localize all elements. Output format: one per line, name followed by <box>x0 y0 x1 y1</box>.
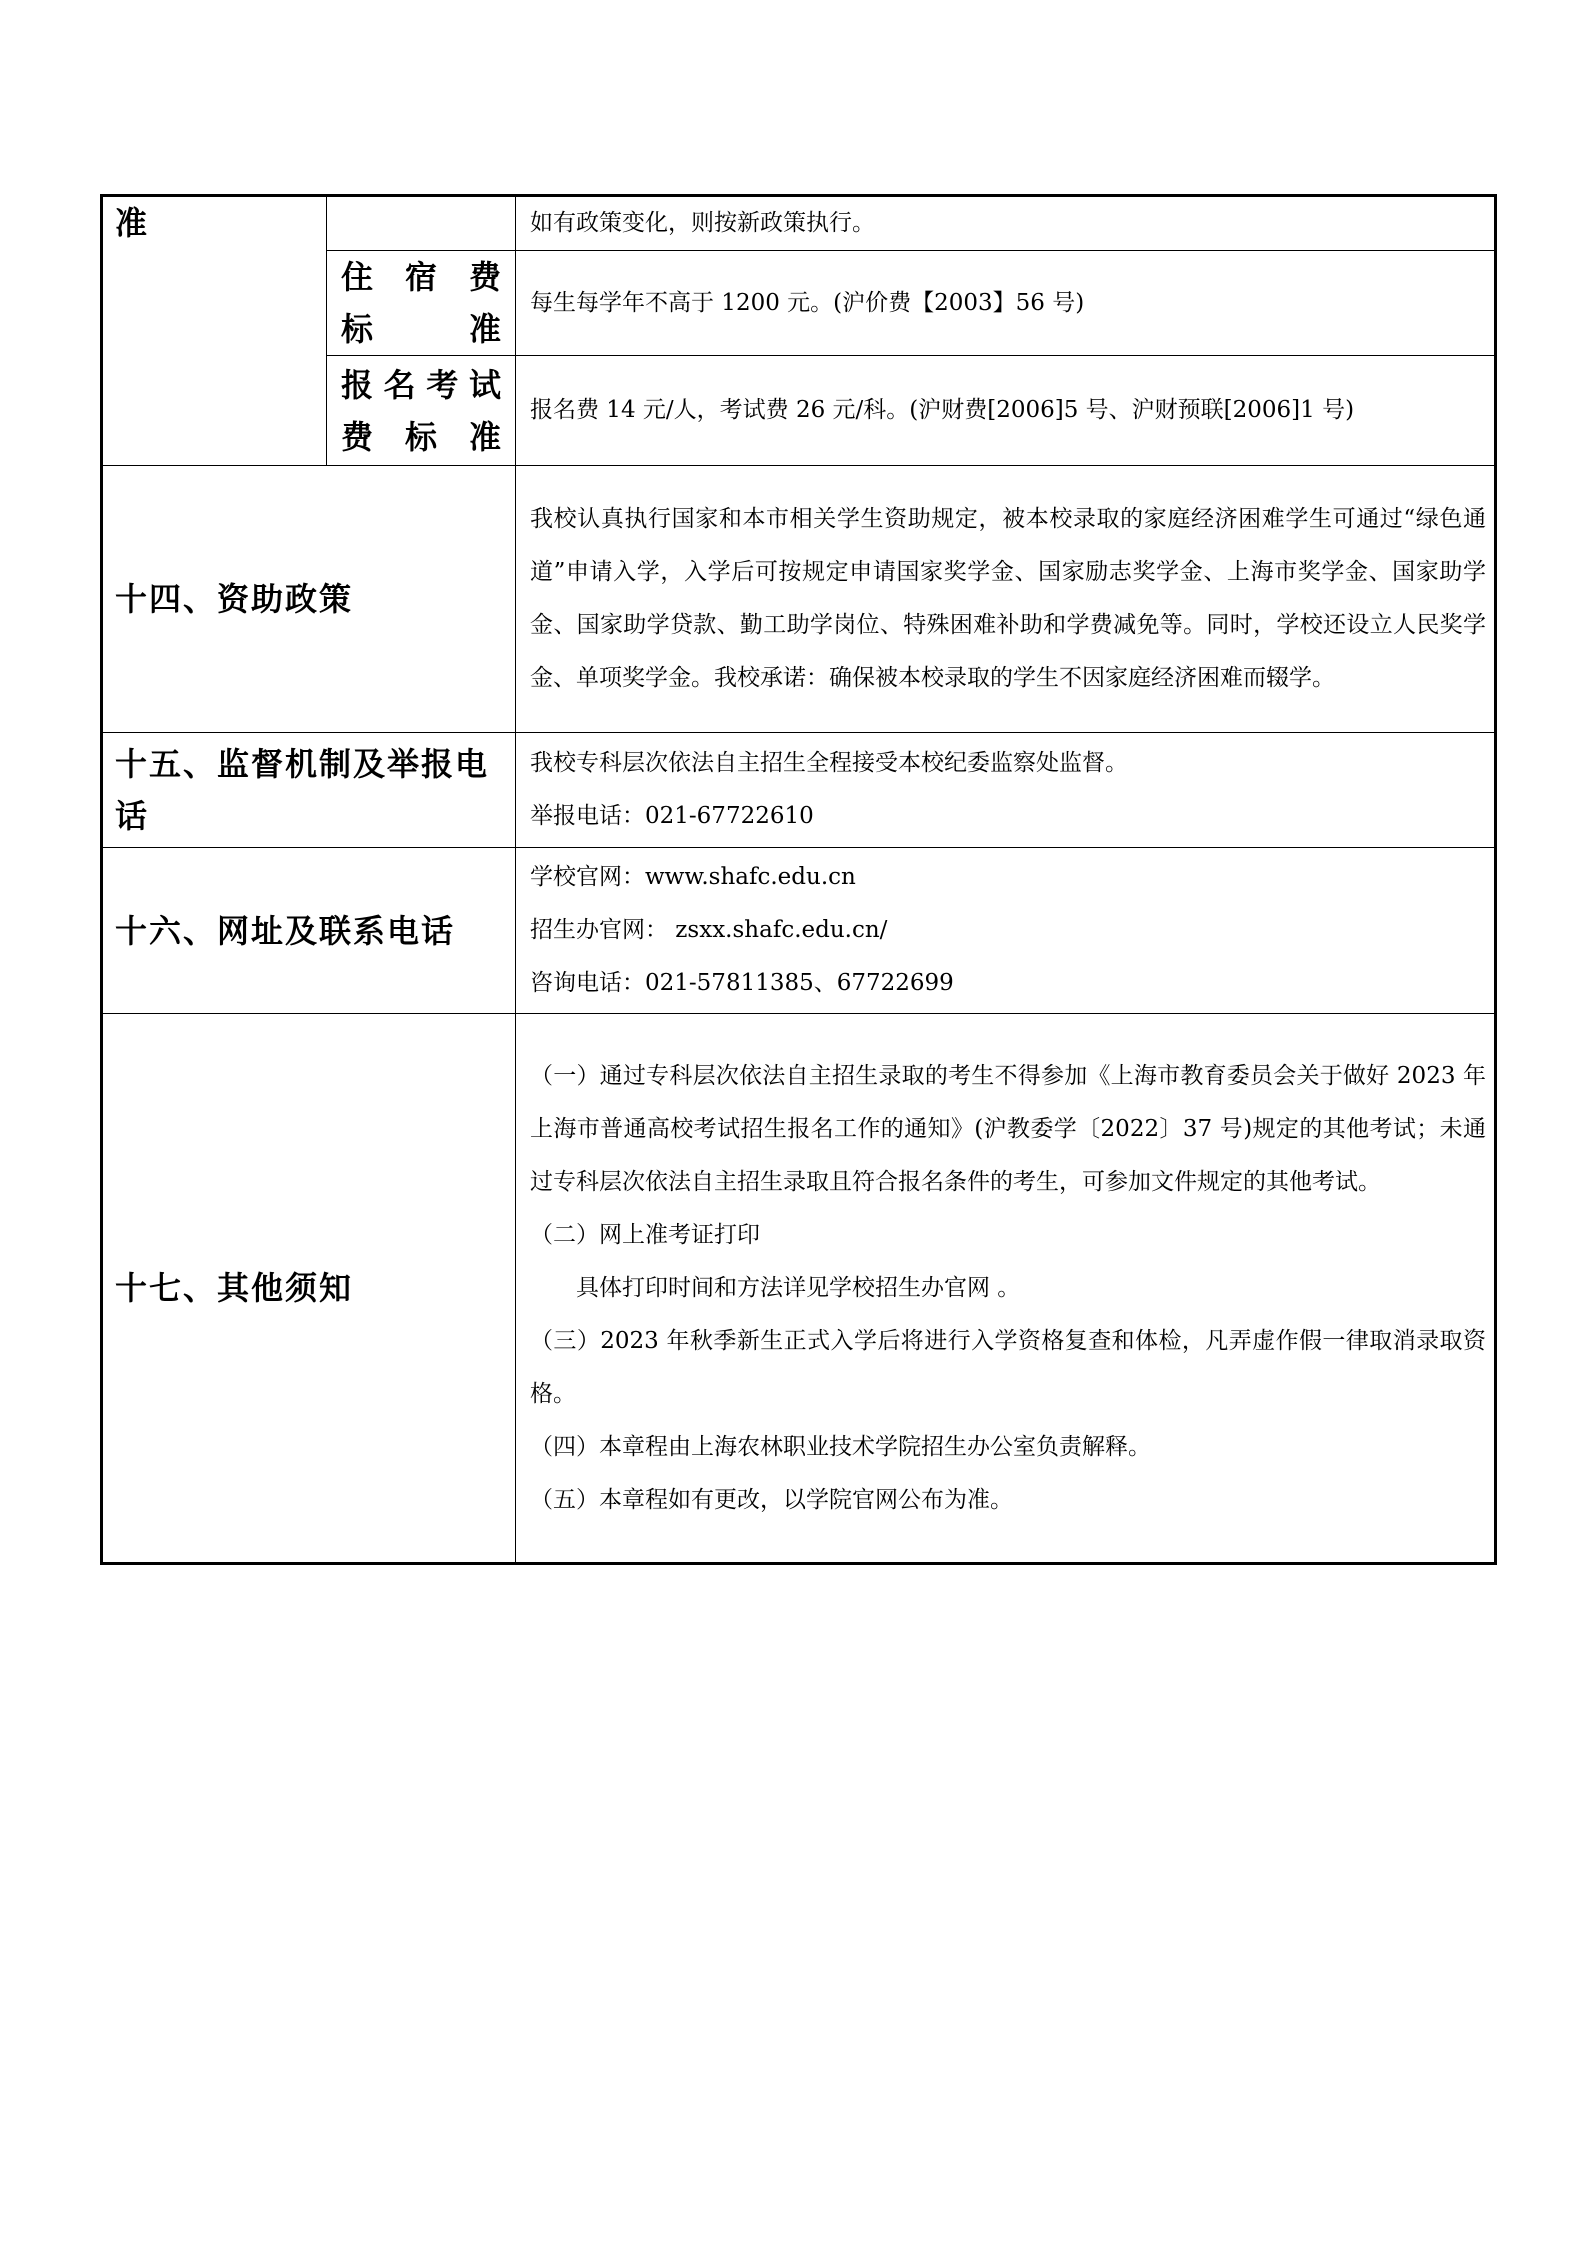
notice-item-3: （三）2023 年秋季新生正式入学后将进行入学资格复查和体检，凡弄虚作假一律取消录取资格。 <box>530 1327 1486 1407</box>
policy-note: 如有政策变化，则按新政策执行。 <box>530 210 875 236</box>
exam-fee-label-cell <box>327 356 516 466</box>
accommodation-label-line1: 住宿费 <box>341 258 501 296</box>
admission-website: 招生办官网： zsxx.shafc.edu.cn/ <box>530 917 888 943</box>
section-14-title: 十四、资助政策 <box>115 580 354 618</box>
table-row <box>102 1014 1496 1564</box>
notice-item-4: （四）本章程由上海农林职业技术学院招生办公室负责解释。 <box>530 1433 1151 1460</box>
accommodation-label-cell <box>327 251 516 356</box>
section-17-title-cell <box>102 1014 516 1564</box>
section-17-content-cell <box>516 1014 1496 1564</box>
inquiry-phone: 咨询电话：021-57811385、67722699 <box>530 970 954 996</box>
section-15-title: 十五、监督机制及举报电话 <box>115 745 490 835</box>
continued-header: 准 <box>115 204 150 242</box>
section-17-title: 十七、其他须知 <box>115 1269 354 1307</box>
school-website: 学校官网：www.shafc.edu.cn <box>530 864 856 890</box>
exam-fee-label-line1: 报名考试 <box>341 365 501 404</box>
exam-fee-cell <box>516 356 1496 466</box>
table-row <box>102 196 1496 251</box>
section-16-title-cell <box>102 848 516 1014</box>
section-15-content-cell <box>516 733 1496 848</box>
accommodation-fee-text: 每生每学年不高于 1200 元。(沪价费【2003】56 号) <box>530 289 1085 316</box>
supervision-text: 我校专科层次依法自主招生全程接受本校纪委监察处监督。 <box>530 750 1128 776</box>
accommodation-label-line2: 标准 <box>341 310 501 348</box>
policy-note-cell <box>516 196 1496 251</box>
exam-fee-label-line2: 费标准 <box>341 417 501 456</box>
continued-header-cell <box>102 196 327 466</box>
accommodation-fee-cell <box>516 251 1496 356</box>
table-row <box>102 848 1496 1014</box>
table-row <box>102 466 1496 733</box>
admission-info-table <box>100 194 1497 1565</box>
section-14-title-cell <box>102 466 516 733</box>
exam-fee-text: 报名费 14 元/人，考试费 26 元/科。(沪财费[2006]5 号、沪财预联[2006]1 号) <box>530 397 1355 423</box>
financial-aid-text: 我校认真执行国家和本市相关学生资助规定，被本校录取的家庭经济困难学生可通过“绿色通道”申请入学，入学后可按规定申请国家奖学金、国家励志奖学金、上海市奖学金、国家助学金、国家助学贷款、勤工助学岗位、特殊困难补助和学费减免等。同时，学校还设立人民奖学金、单项奖学金。我校承诺：确保被本校录取的学生不因家庭经济困难而辍学。 <box>530 506 1486 691</box>
section-15-title-cell <box>102 733 516 848</box>
notice-item-1: （一）通过专科层次依法自主招生录取的考生不得参加《上海市教育委员会关于做好 2023 年上海市普通高校考试招生报名工作的通知》(沪教委学〔2022〕37 号)规定的其他考试；未通过专科层次依法自主招生录取且符合报名条件的考生，可参加文件规定的其他考试。 <box>530 1062 1486 1195</box>
table-row <box>102 733 1496 848</box>
section-16-title: 十六、网址及联系电话 <box>115 911 456 950</box>
notice-item-2-text: 具体打印时间和方法详见学校招生办官网 。 <box>576 1274 1021 1301</box>
empty-sub-cell <box>327 196 516 251</box>
notice-item-5: （五）本章程如有更改，以学院官网公布为准。 <box>530 1486 1013 1513</box>
notice-item-2-title: （二）网上准考证打印 <box>530 1221 760 1248</box>
section-14-content-cell <box>516 466 1496 733</box>
report-phone: 举报电话：021-67722610 <box>530 803 814 829</box>
section-16-content-cell <box>516 848 1496 1014</box>
